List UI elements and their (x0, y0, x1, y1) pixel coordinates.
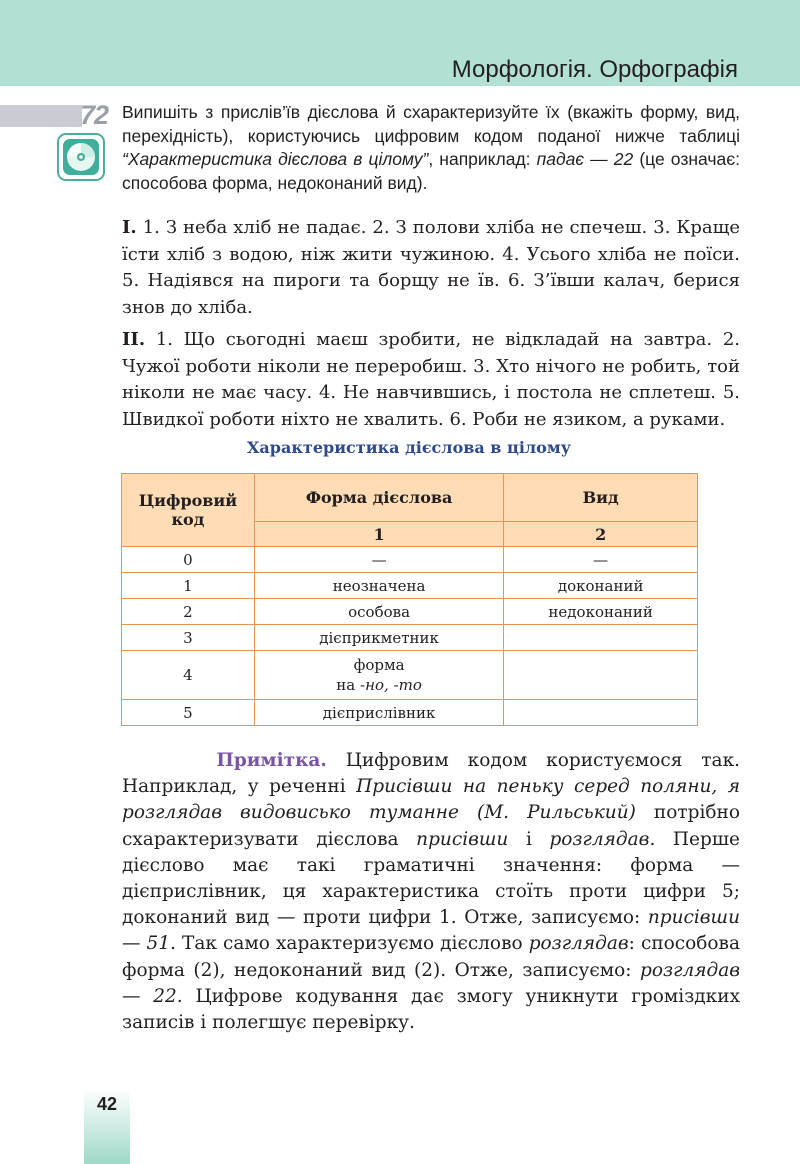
table-row (122, 547, 698, 573)
table-row (122, 625, 698, 651)
header-form: Форма дієслова (254, 474, 503, 522)
table-title: Характеристика дієслова в цілому (247, 438, 571, 457)
exercise-number: 72 (80, 100, 109, 130)
proverbs-part-2: II. 1. Що сьогодні маєш зробити, не відкладай на завтра. 2. Чужої роботи ніколи не переробиш. 3. Хто нічого не робить, той ніколи не має часу. 4. Не навчившись, і постола не сплетеш. 5. Швидкої роботи ніхто не хвалить. 6. Роби не язиком, а руками. (122, 329, 740, 430)
proverbs-part-1: I. 1. З неба хліб не падає. 2. З полови хліба не спечеш. 3. Краще їсти хліб з водою, ніж жити чужиною. 4. Усього хліба не поїси. 5. Надіявся на пироги та борщу не їв. 6. З’ївши калач, берися знов до хліба. (122, 217, 740, 318)
table-row (122, 573, 698, 599)
form-cell: форма на -но, -то (254, 651, 503, 700)
code-cell: 5 (122, 700, 255, 726)
header-code: Цифровий код (122, 474, 255, 547)
aspect-cell: доконаний (504, 573, 698, 599)
code-cell: 4 (122, 651, 255, 700)
exercise-instruction: Випишіть з прислів’їв дієслова й схарактеризуйте їх (вкажіть форму, вид, перехідність), користуючись цифровим кодом поданої нижче таблиці “Характеристика дієслова в цілому”, наприклад: падає — 22 (це означає: способова форма, недоконаний вид). (122, 102, 741, 193)
aspect-cell (504, 651, 698, 700)
form-cell: особова (254, 599, 503, 625)
page-number: 42 (96, 1094, 118, 1114)
verb-characteristics-table (121, 473, 698, 726)
form-cell: дієприслівник (254, 700, 503, 726)
code-cell: 1 (122, 573, 255, 599)
exercise-number-bar (0, 105, 82, 127)
note-paragraph: Примітка. Цифровим кодом користуємося так. Наприклад, у реченні Присівши на пеньку серед поляни, я розглядав видовисько туманне (М. Рильський) потрібно схарактеризувати дієслова присівши і розглядав. Перше дієслово має такі граматичні значення: форма — дієприслівник, ця характеристика стоїть проти цифри 5; доконаний вид — проти цифри 1. Отже, записуємо: присівши — 51. Так само характеризуємо дієслово розглядав: способова форма (2), недоконаний вид (2). Отже, записуємо: розглядав — 22. Цифрове кодування дає змогу уникнути громіздких записів і полегшує перевірку. (122, 750, 741, 1034)
header-aspect-number: 2 (504, 522, 698, 547)
section-title: Морфологія. Орфографія (451, 56, 738, 83)
form-cell: дієприкметник (254, 625, 503, 651)
aspect-cell: недоконаний (504, 599, 698, 625)
table-row (122, 651, 698, 700)
note-label: Примітка. (216, 750, 327, 771)
aspect-cell (504, 700, 698, 726)
table-row (122, 700, 698, 726)
header-form-number: 1 (254, 522, 503, 547)
form-cell: неозначена (254, 573, 503, 599)
aspect-cell (504, 625, 698, 651)
code-cell: 2 (122, 599, 255, 625)
cd-disc-icon (57, 133, 105, 181)
code-cell: 3 (122, 625, 255, 651)
aspect-cell: — (504, 547, 698, 573)
header-aspect: Вид (504, 474, 698, 522)
code-cell: 0 (122, 547, 255, 573)
table-row (122, 599, 698, 625)
form-cell: — (254, 547, 503, 573)
